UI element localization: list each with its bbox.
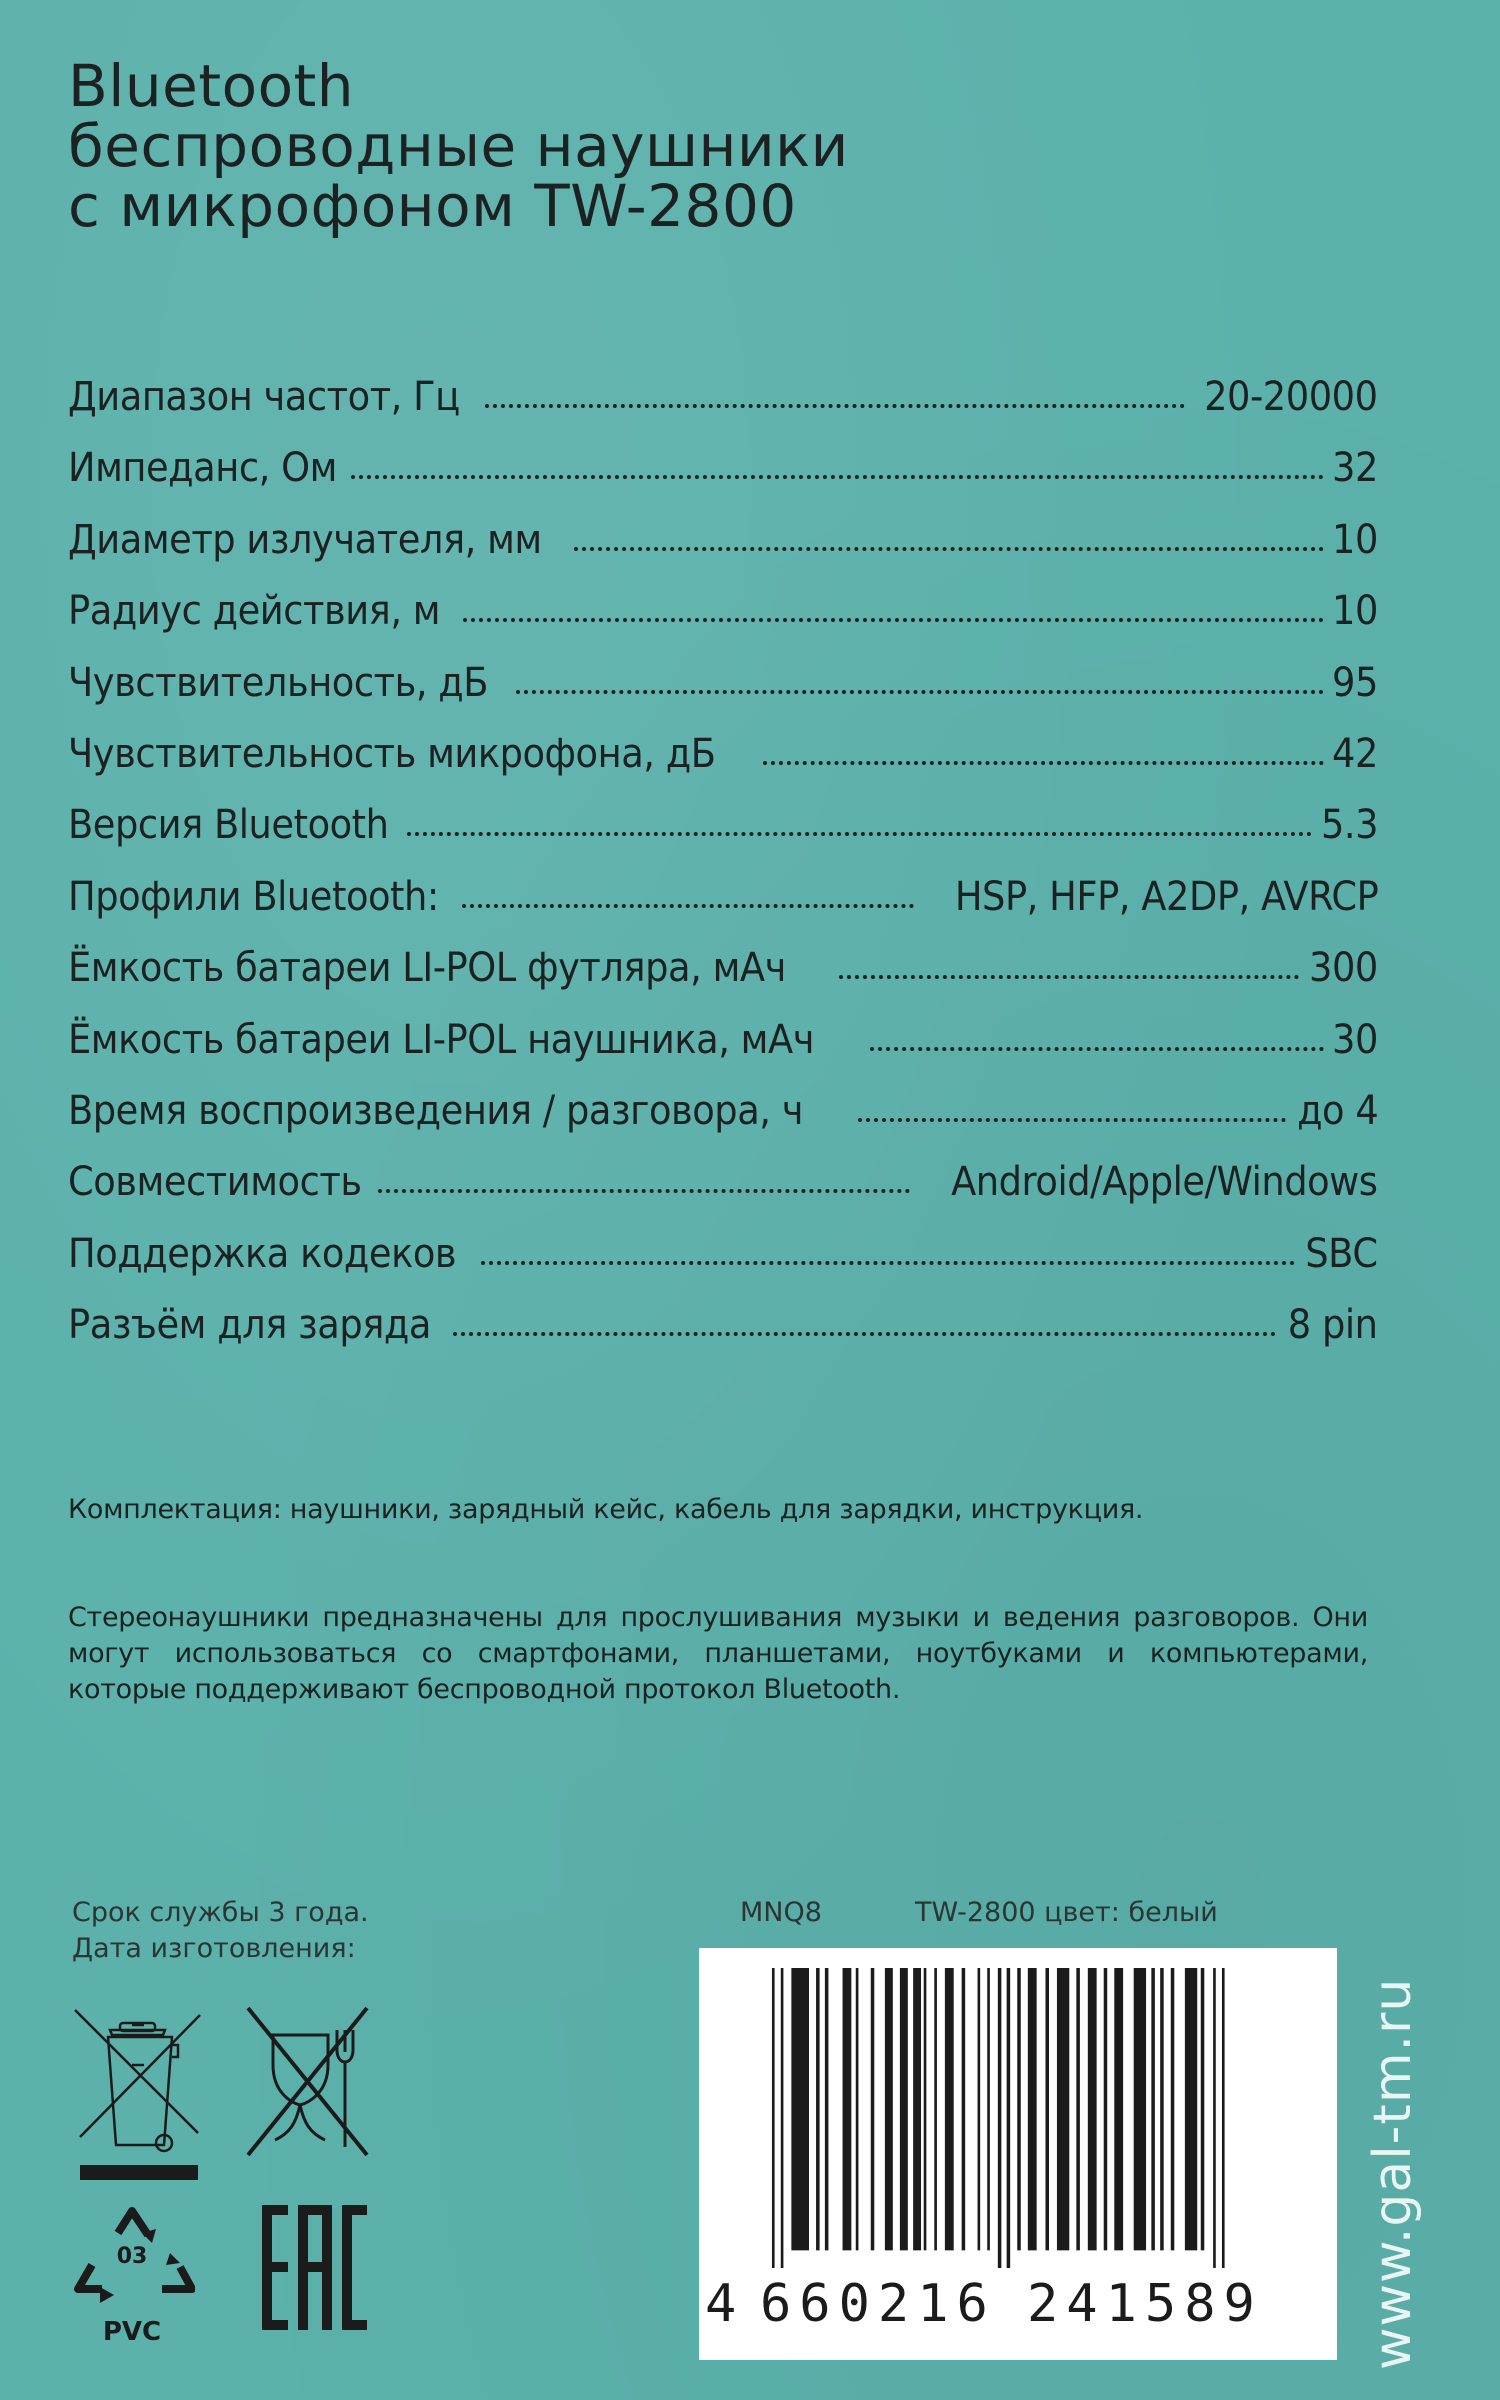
kit-contents: Комплектация: наушники, зарядный кейс, кабель для зарядки, инструкция. [68, 1494, 1144, 1525]
spec-label: Диаметр излучателя, мм [68, 516, 542, 563]
spec-label: Диапазон частот, Гц [68, 374, 460, 420]
spec-value: 32 [1332, 445, 1378, 492]
spec-value: 42 [1332, 730, 1378, 777]
spec-label: Радиус действия, м [68, 588, 441, 635]
spec-value: 8 pin [1288, 1302, 1378, 1349]
weee-bin-icon [70, 2005, 210, 2180]
service-life: Срок службы 3 года. [72, 1897, 369, 1928]
eac-mark-icon [262, 2205, 367, 2335]
spec-label: Версия Bluetooth [68, 802, 389, 849]
dot-leader [462, 898, 914, 908]
spec-label: Чувствительность микрофона, дБ [68, 730, 716, 777]
spec-row [68, 658, 1378, 729]
product-codes [740, 1895, 1218, 1931]
spec-value: 20-20000 [1204, 374, 1378, 420]
dot-leader [516, 684, 1325, 694]
dot-leader [574, 541, 1324, 551]
spec-row [68, 443, 1378, 514]
dot-leader [351, 469, 1324, 479]
manufacture-date-label: Дата изготовления: [72, 1933, 356, 1964]
spec-row [68, 1015, 1378, 1086]
sku-code: MNQ8 [740, 1897, 822, 1928]
title-line-3: с микрофоном TW-2800 [68, 172, 797, 240]
spec-value: Android/Apple/Windows [951, 1159, 1378, 1206]
dot-leader [407, 826, 1312, 836]
dot-leader [763, 755, 1324, 765]
dot-leader [870, 1041, 1324, 1051]
barcode-left-group: 660216 [760, 2274, 996, 2334]
spec-value: SBC [1305, 1230, 1378, 1277]
title-line-2: беспроводные наушники [68, 112, 849, 180]
spec-value: HSP, HFP, A2DP, AVRCP [954, 873, 1378, 920]
spec-row [68, 800, 1378, 871]
spec-value: 10 [1332, 516, 1378, 563]
dot-leader [453, 1326, 1276, 1336]
dot-leader [481, 1255, 1296, 1265]
spec-label: Ёмкость батареи LI-POL наушника, мАч [68, 1016, 814, 1063]
spec-row [68, 943, 1378, 1014]
website-url: www.gal-tm.ru [1363, 1977, 1423, 2370]
spec-label: Импеданс, Ом [68, 445, 337, 492]
dot-leader [463, 612, 1324, 622]
spec-row [68, 872, 1378, 943]
product-description: Стереонаушники предназначены для прослушивания музыки и ведения разговоров. Они могут использоваться со смартфонами, планшетами, ноутбуками и компьютерами, которые поддерживают беспроводной протокол Bluetooth. [68, 1602, 1368, 1705]
svg-text:03: 03 [116, 2244, 148, 2269]
spec-label: Разъём для заряда [68, 1302, 432, 1349]
dot-leader [839, 969, 1299, 979]
title-line-1: Bluetooth [68, 52, 355, 120]
spec-row [68, 586, 1378, 657]
spec-value: до 4 [1296, 1087, 1378, 1134]
spec-row [68, 1300, 1378, 1371]
spec-row [68, 1086, 1378, 1157]
svg-text:PVC: PVC [102, 2317, 162, 2347]
spec-value: 300 [1309, 945, 1378, 992]
product-title [68, 52, 849, 240]
dot-leader [378, 1183, 910, 1193]
spec-value: 30 [1332, 1016, 1378, 1063]
service-info [72, 1895, 369, 1967]
spec-table [68, 372, 1378, 1371]
barcode-bars [739, 1968, 1299, 2268]
spec-row [68, 1229, 1378, 1300]
spec-value: 5.3 [1320, 802, 1378, 849]
spec-value: 10 [1332, 588, 1378, 635]
barcode [699, 1948, 1337, 2360]
spec-value: 95 [1332, 659, 1378, 706]
spec-label: Время воспроизведения / разговора, ч [68, 1087, 804, 1134]
barcode-right-group: 241589 [1027, 2274, 1263, 2334]
spec-label: Совместимость [68, 1159, 362, 1206]
spec-row [68, 515, 1378, 586]
dot-leader [858, 1112, 1286, 1122]
spec-row [68, 729, 1378, 800]
spec-row [68, 1157, 1378, 1228]
spec-row [68, 372, 1378, 443]
spec-label: Профили Bluetooth: [68, 873, 439, 920]
spec-label: Чувствительность, дБ [68, 659, 489, 706]
barcode-first-digit: 4 [705, 2274, 737, 2334]
dot-leader [485, 398, 1186, 408]
model-color: TW-2800 цвет: белый [915, 1897, 1218, 1928]
recycle-pvc-icon [70, 2195, 195, 2355]
not-for-food-icon [245, 2005, 375, 2160]
spec-label: Ёмкость батареи LI-POL футляра, мАч [68, 945, 786, 992]
spec-label: Поддержка кодеков [68, 1230, 457, 1277]
